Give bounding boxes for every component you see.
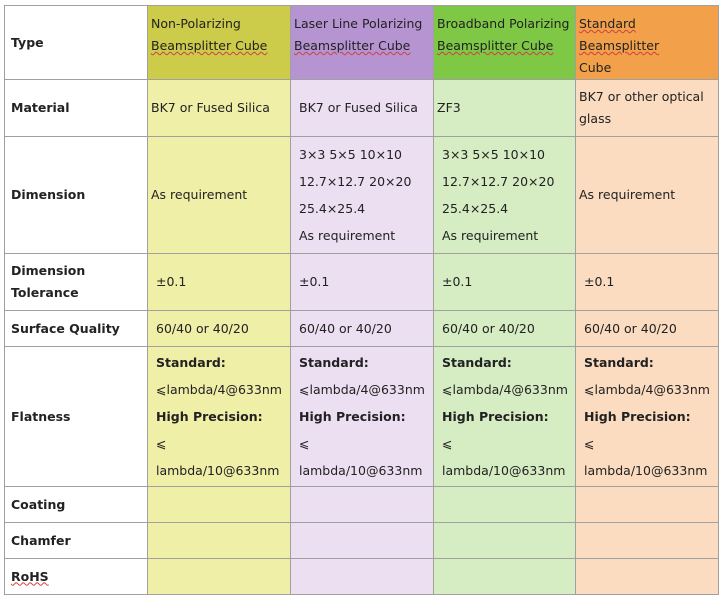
surface-value: 60/40 or 40/20 bbox=[576, 311, 719, 347]
chamfer-row bbox=[5, 523, 719, 559]
flatness-high-symbol: ⩽ bbox=[442, 436, 453, 451]
header-laser-line-line2: Beamsplitter Cube bbox=[294, 38, 411, 53]
header-non-polarizing-line2: Beamsplitter Cube bbox=[151, 38, 268, 53]
material-value: BK7 or other optical glass bbox=[576, 80, 719, 137]
header-laser-line bbox=[291, 6, 434, 80]
chamfer-value bbox=[434, 523, 576, 559]
surface-value: 60/40 or 40/20 bbox=[291, 311, 434, 347]
rohs-label bbox=[5, 559, 148, 595]
flatness-row bbox=[5, 347, 719, 487]
chamfer-value bbox=[291, 523, 434, 559]
tolerance-value: ±0.1 bbox=[576, 254, 719, 311]
dimension-size-line: 3×3 5×5 10×10 bbox=[299, 147, 402, 162]
flatness-value bbox=[576, 347, 719, 487]
tolerance-label: Dimension Tolerance bbox=[5, 254, 148, 311]
flatness-value bbox=[291, 347, 434, 487]
coating-row bbox=[5, 487, 719, 523]
coating-value bbox=[576, 487, 719, 523]
header-broadband bbox=[434, 6, 576, 80]
rohs-row bbox=[5, 559, 719, 595]
tolerance-value: ±0.1 bbox=[434, 254, 576, 311]
rohs-value bbox=[434, 559, 576, 595]
flatness-standard-label: Standard: bbox=[584, 355, 654, 370]
header-standard-line2: Cube bbox=[579, 60, 612, 75]
flatness-high-label: High Precision: bbox=[584, 409, 691, 424]
header-standard bbox=[576, 6, 719, 80]
header-row bbox=[5, 6, 719, 80]
tolerance-row bbox=[5, 254, 719, 311]
rohs-value bbox=[148, 559, 291, 595]
dimension-value: As requirement bbox=[576, 137, 719, 254]
flatness-high-value: lambda/10@633nm bbox=[584, 463, 708, 478]
flatness-standard-value: ⩽lambda/4@633nm bbox=[584, 382, 710, 397]
rohs-label-text: RoHS bbox=[11, 568, 49, 584]
header-non-polarizing-line1: Non-Polarizing bbox=[151, 16, 241, 31]
type-header: Type bbox=[5, 6, 148, 80]
flatness-standard-label: Standard: bbox=[299, 355, 369, 370]
surface-value: 60/40 or 40/20 bbox=[434, 311, 576, 347]
surface-row bbox=[5, 311, 719, 347]
flatness-high-label: High Precision: bbox=[442, 409, 549, 424]
flatness-label: Flatness bbox=[5, 347, 148, 487]
chamfer-value bbox=[148, 523, 291, 559]
specs-table bbox=[4, 5, 719, 595]
flatness-high-label: High Precision: bbox=[156, 409, 263, 424]
flatness-high-value: lambda/10@633nm bbox=[299, 463, 423, 478]
surface-value: 60/40 or 40/20 bbox=[148, 311, 291, 347]
material-value: BK7 or Fused Silica bbox=[291, 80, 434, 137]
header-laser-line-line1: Laser Line Polarizing bbox=[294, 16, 423, 31]
flatness-standard-value: ⩽lambda/4@633nm bbox=[156, 382, 282, 397]
dimension-row bbox=[5, 137, 719, 254]
header-standard-line1: Standard Beamsplitter bbox=[579, 16, 660, 53]
header-broadband-line1: Broadband Polarizing bbox=[437, 16, 570, 31]
dimension-value: As requirement bbox=[148, 137, 291, 254]
flatness-high-symbol: ⩽ bbox=[156, 436, 167, 451]
flatness-standard-label: Standard: bbox=[442, 355, 512, 370]
flatness-standard-value: ⩽lambda/4@633nm bbox=[442, 382, 568, 397]
tolerance-value: ±0.1 bbox=[291, 254, 434, 311]
flatness-high-symbol: ⩽ bbox=[299, 436, 310, 451]
material-label: Material bbox=[5, 80, 148, 137]
chamfer-value bbox=[576, 523, 719, 559]
rohs-value bbox=[576, 559, 719, 595]
header-broadband-line2: Beamsplitter Cube bbox=[437, 38, 554, 53]
dimension-size-line: As requirement bbox=[299, 228, 396, 243]
coating-value bbox=[434, 487, 576, 523]
flatness-high-label: High Precision: bbox=[299, 409, 406, 424]
flatness-standard-label: Standard: bbox=[156, 355, 226, 370]
surface-label: Surface Quality bbox=[5, 311, 148, 347]
coating-label: Coating bbox=[5, 487, 148, 523]
flatness-high-symbol: ⩽ bbox=[584, 436, 595, 451]
flatness-high-value: lambda/10@633nm bbox=[156, 463, 280, 478]
coating-value bbox=[148, 487, 291, 523]
tolerance-value: ±0.1 bbox=[148, 254, 291, 311]
dimension-size-line: 12.7×12.7 20×20 bbox=[442, 174, 555, 189]
dimension-size-line: 25.4×25.4 bbox=[299, 201, 366, 216]
dimension-size-line: As requirement bbox=[442, 228, 539, 243]
dimension-size-line: 3×3 5×5 10×10 bbox=[442, 147, 545, 162]
dimension-label: Dimension bbox=[5, 137, 148, 254]
chamfer-label: Chamfer bbox=[5, 523, 148, 559]
material-value: BK7 or Fused Silica bbox=[148, 80, 291, 137]
flatness-value bbox=[434, 347, 576, 487]
material-value: ZF3 bbox=[434, 80, 576, 137]
rohs-value bbox=[291, 559, 434, 595]
flatness-standard-value: ⩽lambda/4@633nm bbox=[299, 382, 425, 397]
flatness-value bbox=[148, 347, 291, 487]
material-row bbox=[5, 80, 719, 137]
header-non-polarizing bbox=[148, 6, 291, 80]
dimension-size-line: 25.4×25.4 bbox=[442, 201, 509, 216]
coating-value bbox=[291, 487, 434, 523]
flatness-high-value: lambda/10@633nm bbox=[442, 463, 566, 478]
dimension-size-line: 12.7×12.7 20×20 bbox=[299, 174, 412, 189]
dimension-sizes bbox=[291, 137, 434, 254]
dimension-sizes bbox=[434, 137, 576, 254]
